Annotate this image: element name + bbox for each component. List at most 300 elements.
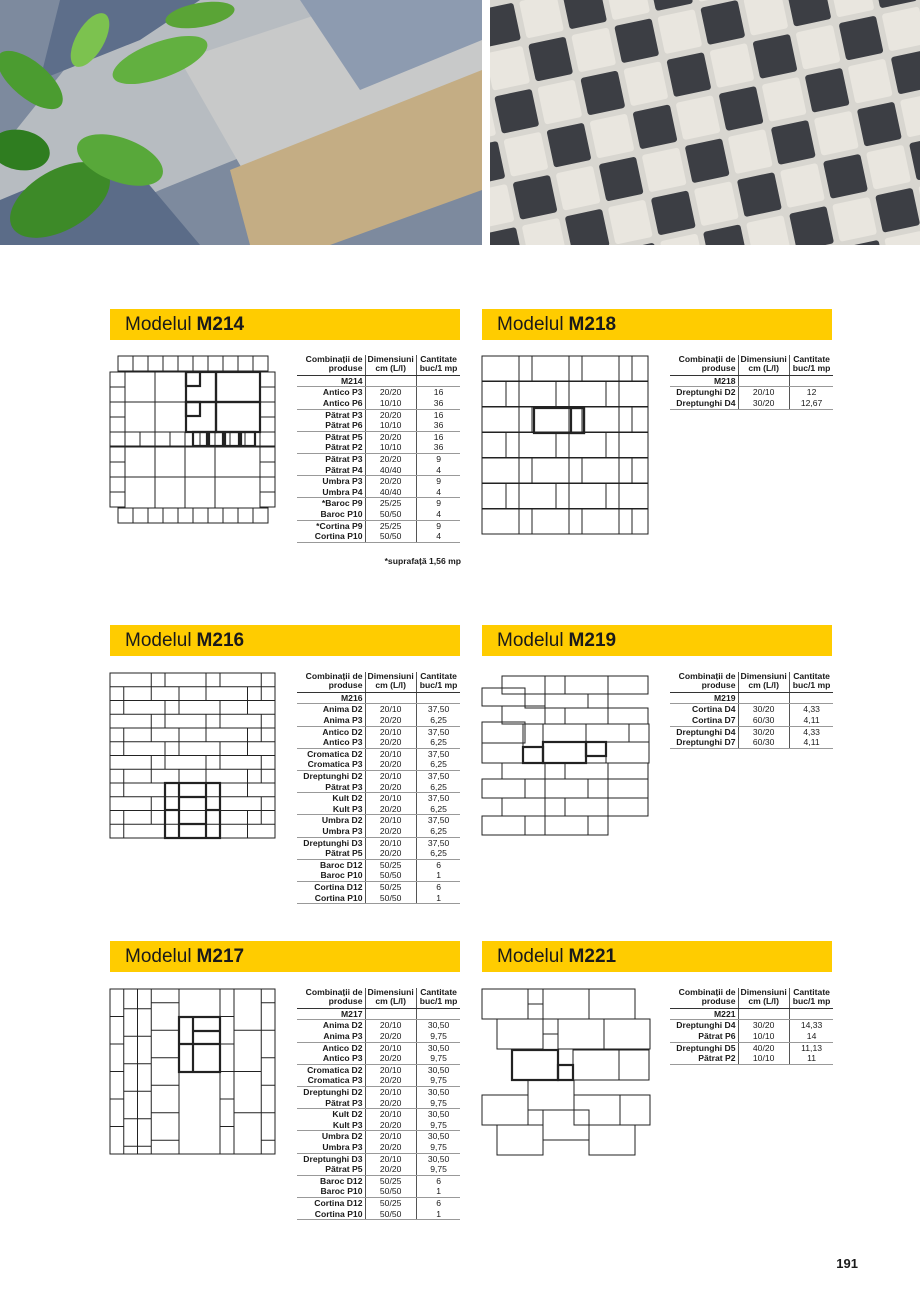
- dimension-cell: 50/25: [365, 1175, 416, 1186]
- table-row: [297, 465, 460, 476]
- paver-outline: [118, 356, 133, 371]
- dimension-cell: 50/50: [365, 1186, 416, 1197]
- checker-tile: [866, 145, 911, 190]
- dimension-cell: 50/25: [365, 859, 416, 870]
- checker-tile: [503, 132, 548, 177]
- quantity-cell: 4: [416, 531, 460, 542]
- model-code-row: [670, 1008, 833, 1020]
- dimension-cell: 25/25: [365, 520, 416, 531]
- quantity-cell: 6,25: [416, 804, 460, 815]
- dimension-cell: 20/20: [365, 1075, 416, 1086]
- dimension-cell: 20/10: [365, 793, 416, 804]
- checker-tile: [546, 123, 591, 168]
- paver-outline: [215, 447, 260, 477]
- checker-tile: [623, 61, 668, 106]
- checker-tile: [676, 95, 721, 140]
- table-header-row: [297, 672, 460, 692]
- checker-tile: [780, 163, 825, 208]
- paver-outline: [502, 706, 545, 724]
- table-row: [670, 715, 833, 726]
- paver-outline: [148, 508, 163, 523]
- paver-outline: [569, 356, 582, 381]
- paver-outline: [223, 356, 238, 371]
- paver-outline: [178, 356, 193, 371]
- paver-outline: [569, 458, 582, 483]
- paver-outline: [545, 676, 565, 694]
- model-code-cell: M216: [297, 692, 365, 704]
- page-number: 191: [836, 1256, 858, 1271]
- table-row: [297, 759, 460, 770]
- product-name-cell: Baroc D12: [319, 1175, 363, 1186]
- paver-outline: [632, 458, 648, 483]
- paver-outline: [569, 382, 606, 407]
- banner-code: M219: [568, 629, 617, 651]
- quantity-cell: 30,50: [427, 1109, 450, 1120]
- product-name-cell: Pătrat P5: [325, 431, 363, 442]
- table-row: [297, 387, 460, 398]
- product-name-cell: Kult D2: [332, 793, 363, 804]
- table-row: [297, 815, 460, 826]
- paver-outline: [502, 676, 545, 694]
- paver-outline: [230, 432, 245, 446]
- header-quantity: Cantitate buc/1 mp: [789, 355, 833, 375]
- checkerboard-paving-photo: [490, 0, 920, 245]
- product-name-cell: Pătrat P2: [670, 1053, 738, 1064]
- table-row: [297, 1064, 460, 1075]
- table-row: [297, 420, 460, 431]
- table-row: [297, 870, 460, 881]
- empty-cell: [789, 375, 833, 387]
- paver-outline: [208, 356, 223, 371]
- paver-outline: [573, 1050, 619, 1080]
- paver-outline: [215, 477, 260, 508]
- dimension-cell: 20/20: [365, 453, 416, 464]
- product-name-cell: Pătrat P4: [297, 465, 365, 476]
- paver-outline: [482, 458, 519, 483]
- table-row: [297, 1109, 460, 1120]
- paver-outline: [140, 432, 155, 446]
- checker-tile: [839, 16, 884, 61]
- product-name-cell: Baroc D12: [319, 859, 363, 870]
- product-name-cell: Cortina P10: [297, 893, 365, 904]
- empty-cell: [738, 375, 789, 387]
- paver-outline: [253, 508, 268, 523]
- model-code-row: [297, 692, 460, 704]
- checker-tile: [700, 0, 745, 45]
- paver-outline: [238, 356, 253, 371]
- header-dimensions: Dimensiuni cm (L/l): [738, 355, 789, 375]
- banner-prefix: Modelul: [497, 945, 564, 967]
- paver-outline: [632, 356, 648, 381]
- quantity-cell: 9,75: [416, 1053, 460, 1064]
- header-dimensions: Dimensiuni cm (L/l): [365, 672, 416, 692]
- empty-cell: [416, 692, 460, 704]
- table-row: [297, 498, 460, 509]
- empty-cell: [738, 1008, 789, 1020]
- quantity-cell: 37,50: [427, 837, 450, 848]
- product-name-cell: Umbra D2: [321, 815, 363, 826]
- paver-outline: [619, 1050, 649, 1080]
- table-row: [670, 398, 833, 409]
- model-code-row: [297, 1008, 460, 1020]
- table-row: [297, 1142, 460, 1153]
- model-code-cell: M221: [670, 1008, 738, 1020]
- product-name-cell: Dreptunghi D2: [303, 1086, 363, 1097]
- paver-outline: [482, 1095, 528, 1125]
- paver-outline: [482, 382, 506, 407]
- product-name-cell: Cortina D7: [670, 715, 738, 726]
- dimension-cell: 50/50: [365, 893, 416, 904]
- paver-outline: [506, 433, 519, 458]
- product-name-cell: Baroc P10: [297, 870, 365, 881]
- table-row: [297, 1053, 460, 1064]
- dimension-cell: 20/10: [738, 387, 789, 398]
- product-name-cell: Pătrat P3: [325, 409, 363, 420]
- paver-outline: [125, 447, 155, 477]
- product-name-cell: Dreptunghi D2: [303, 770, 363, 781]
- paver-outline: [556, 433, 569, 458]
- paver-outline: [604, 1019, 650, 1049]
- paver-outline: [569, 433, 606, 458]
- dimension-cell: 20/10: [365, 1086, 416, 1097]
- m218-spec-table: [670, 355, 833, 410]
- paver-outline: [528, 989, 543, 1004]
- product-name-cell: Dreptunghi D2: [676, 387, 736, 398]
- m221-spec-table: [670, 988, 833, 1065]
- quantity-cell: 37,50: [427, 770, 450, 781]
- paver-outline: [519, 458, 532, 483]
- product-name-cell: Baroc P10: [297, 1186, 365, 1197]
- paver-outline: [238, 508, 253, 523]
- m217-laying-pattern: [110, 989, 276, 1157]
- table-row: [297, 1131, 460, 1142]
- paver-outline: [519, 356, 532, 381]
- paver-outline: [260, 372, 275, 387]
- empty-cell: [416, 1008, 460, 1020]
- header-combinations: Combinații de produse: [297, 672, 365, 692]
- dimension-cell: 50/50: [365, 1209, 416, 1220]
- paver-outline: [565, 676, 608, 694]
- quantity-cell: 37,50: [427, 793, 450, 804]
- header-combinations: Combinații de produse: [297, 988, 365, 1008]
- quantity-cell: 1: [416, 1186, 460, 1197]
- quantity-cell: 6,25: [416, 848, 460, 859]
- checker-tile: [632, 104, 677, 149]
- checker-tile: [666, 52, 711, 97]
- checker-tile: [694, 181, 739, 226]
- product-name-cell: Dreptunghi D7: [670, 737, 738, 748]
- checker-tile: [823, 154, 868, 199]
- paver-outline: [482, 407, 519, 432]
- table-row: [670, 1053, 833, 1064]
- product-name-cell: Antico D2: [322, 726, 363, 737]
- paver-outline: [545, 779, 588, 798]
- table-row: [297, 782, 460, 793]
- dimension-cell: 40/40: [365, 465, 416, 476]
- model-m214-banner: [110, 309, 460, 340]
- dimension-cell: 10/10: [365, 442, 416, 453]
- header-combinations: Combinații de produse: [297, 355, 365, 375]
- product-name-cell: *Baroc P9: [321, 498, 363, 509]
- paver-outline: [569, 484, 606, 509]
- table-row: [297, 1020, 460, 1031]
- paver-outline: [110, 462, 125, 477]
- table-row: [297, 1209, 460, 1220]
- dimension-cell: 20/10: [365, 1109, 416, 1120]
- dimension-cell: 20/20: [365, 476, 416, 487]
- table-row: [670, 1042, 833, 1053]
- checker-tile: [589, 113, 634, 158]
- dimension-cell: 50/50: [365, 870, 416, 881]
- dimension-cell: 20/20: [365, 431, 416, 442]
- dimension-cell: 20/20: [365, 804, 416, 815]
- paver-outline: [582, 356, 619, 381]
- model-code-row: [670, 692, 833, 704]
- paver-outline: [118, 508, 133, 523]
- product-name-cell: Pătrat P2: [297, 442, 365, 453]
- paver-outline: [545, 798, 565, 816]
- quantity-cell: 30,50: [427, 1064, 450, 1075]
- product-name-cell: Antico P6: [297, 398, 365, 409]
- paver-outline: [110, 492, 125, 507]
- table-row: [297, 1098, 460, 1109]
- dimension-cell: 60/30: [738, 737, 789, 748]
- product-name-cell: Pătrat P5: [297, 1164, 365, 1175]
- dimension-cell: 30/20: [738, 398, 789, 409]
- dimension-cell: 50/25: [365, 1197, 416, 1208]
- table-row: [297, 1031, 460, 1042]
- product-name-cell: Cortina D12: [314, 1197, 363, 1208]
- table-row: [297, 520, 460, 531]
- table-row: [297, 715, 460, 726]
- quantity-cell: 16: [433, 387, 444, 398]
- checker-tile: [685, 138, 730, 183]
- paver-outline: [543, 1019, 558, 1034]
- dimension-cell: 20/10: [365, 837, 416, 848]
- m219-laying-pattern: [482, 676, 652, 841]
- paver-outline: [482, 722, 525, 743]
- product-name-cell: Cortina P10: [297, 531, 365, 542]
- model-m219-banner: [482, 625, 832, 656]
- quantity-cell: 4,33: [803, 726, 820, 737]
- paver-outline: [543, 989, 589, 1019]
- paver-outline: [569, 509, 582, 534]
- product-name-cell: Dreptunghi D3: [303, 837, 363, 848]
- banner-prefix: Modelul: [125, 945, 192, 967]
- empty-cell: [789, 692, 833, 704]
- paver-outline: [260, 477, 275, 492]
- paver-outline: [582, 407, 619, 432]
- paver-outline: [545, 763, 565, 779]
- paver-outline: [556, 484, 569, 509]
- paver-outline: [588, 694, 608, 708]
- empty-cell: [365, 375, 416, 387]
- dimension-cell: 20/10: [365, 1064, 416, 1075]
- dimension-cell: 20/10: [365, 1020, 416, 1031]
- checker-tile: [651, 190, 696, 235]
- checker-tile: [608, 200, 653, 245]
- checker-tile: [848, 59, 893, 104]
- table-row: [297, 453, 460, 464]
- model-code-cell: M219: [670, 692, 738, 704]
- table-row: [297, 487, 460, 498]
- m214-footnote: *suprafață 1,56 mp: [384, 556, 461, 566]
- table-row: [297, 1175, 460, 1186]
- paver-outline: [619, 509, 632, 534]
- paver-outline: [125, 432, 140, 446]
- header-quantity: Cantitate buc/1 mp: [416, 988, 460, 1008]
- paver-outline: [545, 708, 565, 724]
- quantity-cell: 9,75: [416, 1031, 460, 1042]
- table-row: [297, 409, 460, 420]
- table-row: [297, 848, 460, 859]
- paver-outline: [619, 407, 632, 432]
- empty-cell: [416, 375, 460, 387]
- table-row: [670, 1031, 833, 1042]
- dimension-cell: 20/10: [365, 815, 416, 826]
- table-row: [297, 704, 460, 715]
- dimension-cell: 20/10: [365, 726, 416, 737]
- paver-outline: [588, 816, 608, 835]
- model-m216-banner: [110, 625, 460, 656]
- dimension-cell: 20/20: [365, 387, 416, 398]
- product-name-cell: Baroc P10: [297, 509, 365, 520]
- dimension-cell: 20/10: [365, 1042, 416, 1053]
- checker-tile: [556, 166, 601, 211]
- product-name-cell: Pătrat P3: [297, 782, 365, 793]
- product-name-cell: Antico D2: [322, 1042, 363, 1053]
- checker-tile: [599, 156, 644, 201]
- quantity-cell: 12: [806, 387, 817, 398]
- quantity-cell: 37,50: [427, 726, 450, 737]
- dimension-cell: 20/20: [365, 759, 416, 770]
- header-combinations: Combinații de produse: [670, 988, 738, 1008]
- paver-outline: [110, 402, 125, 417]
- table-row: [297, 881, 460, 892]
- paver-outline: [556, 382, 569, 407]
- table-row: [297, 859, 460, 870]
- product-name-cell: Cromatica D2: [307, 1064, 363, 1075]
- quantity-cell: 30,50: [427, 1153, 450, 1164]
- dimension-cell: 20/20: [365, 409, 416, 420]
- paver-outline: [482, 989, 528, 1019]
- table-row: [670, 704, 833, 715]
- product-name-cell: Dreptunghi D5: [676, 1042, 736, 1053]
- dimension-cell: 20/20: [365, 1053, 416, 1064]
- product-name-cell: Cortina D4: [692, 704, 736, 715]
- quantity-cell: 4: [416, 465, 460, 476]
- quantity-cell: 4,33: [803, 704, 820, 715]
- dimension-cell: 20/20: [365, 1031, 416, 1042]
- dimension-cell: 20/20: [365, 1098, 416, 1109]
- checker-tile: [571, 27, 616, 72]
- paver-outline: [619, 356, 632, 381]
- checker-tile: [752, 34, 797, 79]
- paver-outline: [619, 484, 648, 509]
- paver-outline: [110, 387, 125, 402]
- checker-tile: [762, 77, 807, 122]
- paver-outline: [565, 798, 608, 816]
- paver-outline: [632, 407, 648, 432]
- product-name-cell: Dreptunghi D3: [303, 1153, 363, 1164]
- paver-outline: [608, 763, 648, 779]
- paver-outline: [163, 508, 178, 523]
- quantity-cell: 9,75: [416, 1142, 460, 1153]
- dimension-cell: 20/20: [365, 826, 416, 837]
- table-header-row: [670, 672, 833, 692]
- checker-tile: [832, 197, 877, 242]
- banner-code: M218: [568, 313, 617, 335]
- model-code-cell: M218: [670, 375, 738, 387]
- checker-tile: [795, 25, 840, 70]
- checker-tile: [513, 175, 558, 220]
- table-row: [297, 726, 460, 737]
- checker-tile: [657, 9, 702, 54]
- paver-outline: [519, 433, 556, 458]
- product-name-cell: Cortina D12: [314, 881, 363, 892]
- paver-outline: [260, 387, 275, 402]
- quantity-cell: 9,75: [416, 1164, 460, 1175]
- paver-outline: [155, 372, 186, 402]
- paver-outline: [523, 724, 543, 747]
- dimension-cell: 50/50: [365, 509, 416, 520]
- paver-outline: [125, 402, 155, 432]
- quantity-cell: 9: [436, 476, 441, 487]
- paver-outline: [178, 508, 193, 523]
- quantity-cell: 11,13: [801, 1042, 823, 1053]
- dimension-cell: 20/20: [365, 737, 416, 748]
- quantity-cell: 6: [436, 1197, 441, 1208]
- paver-outline: [519, 407, 532, 432]
- table-header-row: [297, 355, 460, 375]
- quantity-cell: 12,67: [789, 398, 833, 409]
- paver-outline: [193, 356, 208, 371]
- quantity-cell: 6: [436, 881, 441, 892]
- quantity-cell: 9: [436, 498, 441, 509]
- paver-outline: [606, 382, 619, 407]
- table-row: [297, 431, 460, 442]
- header-quantity: Cantitate buc/1 mp: [789, 988, 833, 1008]
- checker-tile: [737, 172, 782, 217]
- m219-spec-table: [670, 672, 833, 749]
- paver-outline: [608, 779, 648, 798]
- dimension-cell: 40/40: [365, 487, 416, 498]
- product-name-cell: Kult P3: [297, 804, 365, 815]
- empty-cell: [365, 692, 416, 704]
- paver-outline: [608, 708, 648, 724]
- quantity-cell: 6,25: [416, 759, 460, 770]
- dimension-cell: 50/50: [365, 531, 416, 542]
- paver-outline: [558, 1019, 604, 1049]
- paver-outline: [608, 798, 648, 816]
- paver-outline: [155, 432, 170, 446]
- empty-cell: [365, 1008, 416, 1020]
- dimension-cell: 30/20: [738, 704, 789, 715]
- quantity-cell: 36: [416, 420, 460, 431]
- product-name-cell: Cromatica D2: [307, 748, 363, 759]
- model-m221-banner: [482, 941, 832, 972]
- paver-outline: [482, 484, 506, 509]
- paver-outline: [619, 382, 648, 407]
- m221-laying-pattern: [482, 989, 654, 1154]
- paver-outline: [497, 1019, 543, 1049]
- quantity-cell: 9,75: [416, 1075, 460, 1086]
- paving-stones-with-plant-photo: [0, 0, 482, 245]
- paver-outline: [193, 508, 208, 523]
- quantity-cell: 6,25: [416, 782, 460, 793]
- paver-outline: [502, 798, 545, 816]
- paver-outline: [482, 779, 525, 798]
